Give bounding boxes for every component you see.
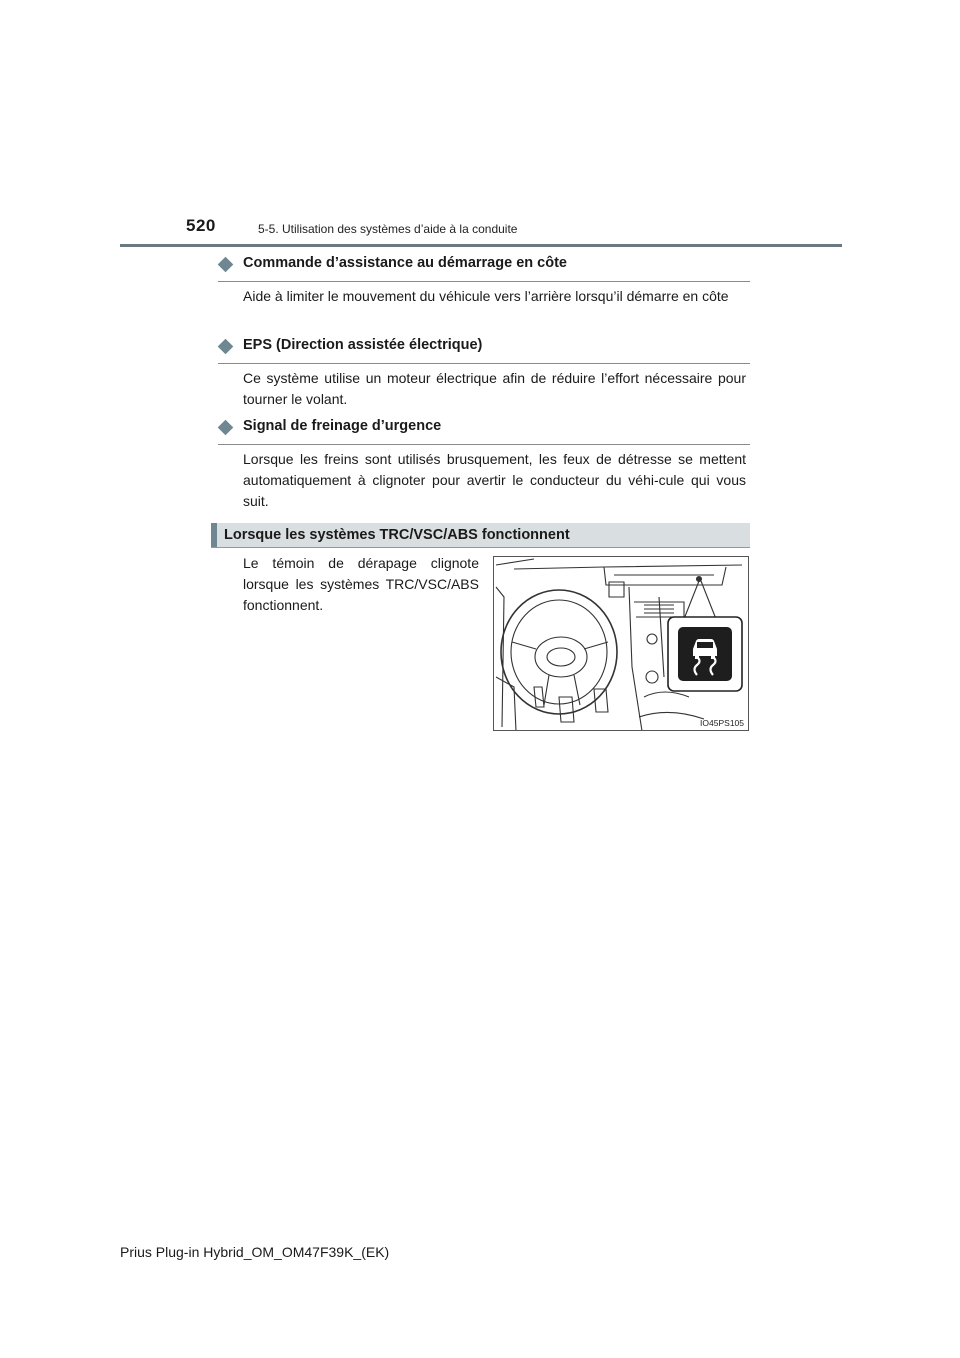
figure-code: IO45PS105: [700, 718, 744, 728]
subhead-label: Signal de freinage d’urgence: [243, 418, 442, 434]
subhead-label: EPS (Direction assistée électrique): [243, 337, 483, 353]
paragraph-emergency-brake-signal: Lorsque les freins sont utilisés brusquement, les feux de détresse se mettent automatiquement à clignoter pour avertir le conducteur du véhi-cule qui vous suit.: [243, 451, 746, 509]
body-text: Le témoin de dérapage clignote lorsque les systèmes TRC/VSC/ABS fonctionnent.: [243, 555, 479, 613]
subhead-hill-start-assist: [218, 255, 750, 282]
page-number: 520: [186, 216, 216, 235]
section-banner: [211, 523, 750, 548]
banner-title: Lorsque les systèmes TRC/VSC/ABS fonctionnent: [224, 527, 570, 543]
banner-accent-bar: [211, 523, 217, 547]
diamond-bullet-icon: [218, 257, 234, 273]
section-header: 5-5. Utilisation des systèmes d’aide à la conduite: [258, 222, 518, 236]
header-rule: [120, 244, 842, 247]
subhead-label: Commande d’assistance au démarrage en côte: [243, 255, 567, 271]
paragraph-hill-start-assist: Aide à limiter le mouvement du véhicule vers l’arrière lorsqu’il démarre en côte: [243, 288, 729, 304]
slip-indicator-callout: [668, 617, 742, 691]
dashboard-illustration: [493, 556, 749, 731]
dashboard-drawing: [494, 557, 749, 731]
diamond-bullet-icon: [218, 339, 234, 355]
paragraph-eps: Ce système utilise un moteur électrique afin de réduire l’effort nécessaire pour tourner le volant.: [243, 370, 746, 407]
subhead-emergency-brake-signal: [218, 418, 750, 445]
diamond-bullet-icon: [218, 420, 234, 436]
footer-manual-id: Prius Plug-in Hybrid_OM_OM47F39K_(EK): [120, 1244, 390, 1260]
subhead-eps: [218, 337, 750, 364]
